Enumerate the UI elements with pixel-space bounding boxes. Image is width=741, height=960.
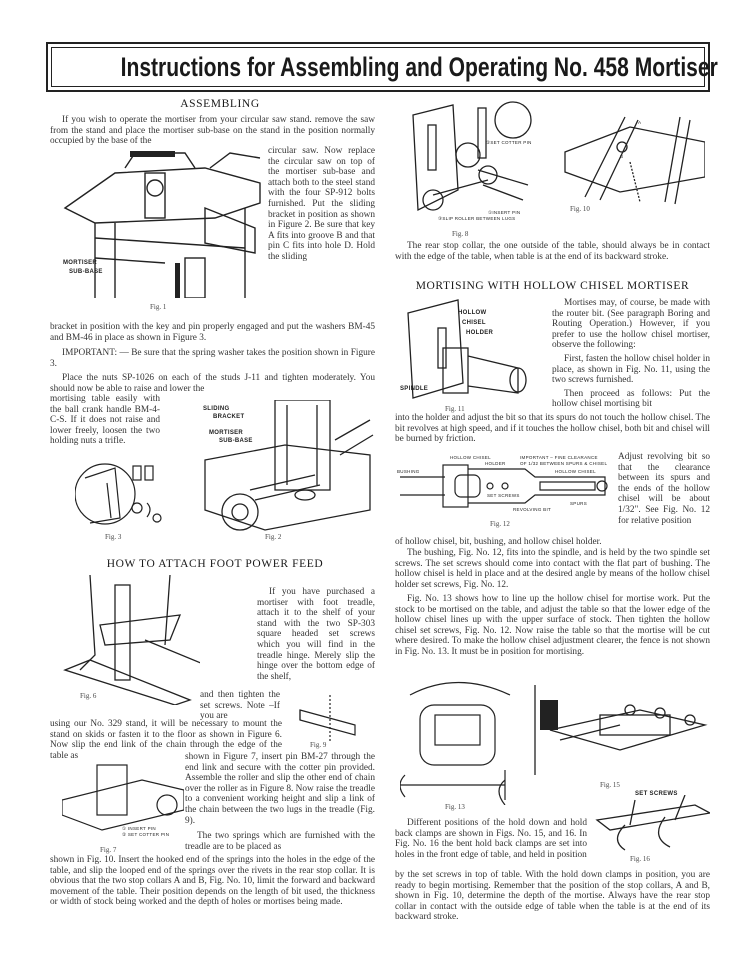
figure-11 <box>398 298 538 403</box>
fig11-label-holder: HOLDER <box>466 330 494 336</box>
foot-feed-p1-wide: using our No. 329 stand, it will be necessary to mount the stand on skids or fasten it to the floor as shown in Figure 6. Now slip the end link of the chain through the edge of the table as <box>50 719 282 761</box>
foot-feed-p1-mid: and then tighten the set screws. Note –If you are <box>200 690 280 722</box>
fig2-label-sliding: SLIDING <box>203 406 230 412</box>
fig12-label-revolving-bit: REVOLVING BIT <box>513 507 552 512</box>
assembling-p1-narrow: circular saw. Now replace the circular saw on top of the mortiser sub-base and attach both to the steel stand with the four SP-912 bolts furnished. Put the sliding bracket in position as shown in Figure 2. Be sure that key A fits into groove B and that pin C fits into hole D. Hold the sliding <box>268 146 375 262</box>
fig16-label-set-screws: SET SCREWS <box>635 791 678 797</box>
fig3-caption: Fig. 3 <box>105 533 122 541</box>
fig11-label-chisel: CHISEL <box>462 320 486 326</box>
assembling-p1: If you wish to operate the mortiser from your circular saw stand. remove the saw from the stand and place the mortiser sub-base on the stand in the position normally occupied by the base of the <box>50 115 375 147</box>
figure-13 <box>400 675 515 805</box>
fig7-label-cotter-pin: ② SET COTTER PIN <box>122 832 170 837</box>
hold-down-clamps-illustration <box>530 680 710 780</box>
figure-1 <box>55 148 265 298</box>
foot-feed-p2-right: The two springs which are furnished with the treadle are to be placed as <box>185 831 375 852</box>
mortiser-on-stand-illustration <box>55 148 265 298</box>
title-box <box>46 42 718 92</box>
fig11-label-hollow: HOLLOW <box>458 310 487 316</box>
fig8-label-roller: ③SLIP ROLLER BETWEEN LUGS <box>438 216 516 221</box>
figure-10 <box>560 112 705 212</box>
figure-9 <box>295 695 370 743</box>
fig2-caption: Fig. 2 <box>265 533 282 541</box>
assembling-important: IMPORTANT: — Be sure that the spring washer takes the position shown in Figure 3. <box>50 348 375 369</box>
fig12-label-set-screws: SET SCREWS <box>487 493 520 498</box>
fig15-caption: Fig. 15 <box>600 781 620 789</box>
fig12-label-important: IMPORTANT – FINE CLEARANCE <box>520 455 598 460</box>
fig1-caption: Fig. 1 <box>150 303 167 311</box>
page-title: Instructions for Assembling and Operating No. 458 Mortiser <box>120 52 718 82</box>
fig16-caption: Fig. 16 <box>630 855 650 863</box>
hollow-chisel-p3-end: of hollow chisel, bit, bushing, and hollow chisel holder. <box>395 537 602 547</box>
fig1-label-sub-base: SUB-BASE <box>69 269 103 275</box>
figure-16 <box>595 791 710 857</box>
foot-feed-p3: The rear stop collar, the one outside of the table, should always be in contact with the edge of the table, when table is at the end of its backward stroke. <box>395 241 710 262</box>
fig12-label-clearance: OF 1/32 BETWEEN SPURS & CHISEL <box>520 461 608 466</box>
hollow-chisel-p5: Fig. No. 13 shows how to line up the hollow chisel for mortise work. Put the stock to be mortised on the table, and adjust the table so that the lower edge of the hollow chisel lines up with the upper surface of stock. Then tighten the hollow chisel set screws, Fig. No. 12. Now raise the table so that the mortise will be cut where desired. To make the hollow chisel adjustment clearer, the fence is not shown in Fig. No. 13. It must be in position for mortising. <box>395 594 710 657</box>
hold-back-clamps-illustration <box>595 795 710 857</box>
treadle-lugs-chain-illustration <box>295 695 370 743</box>
fig7-label-insert-pin: ① INSERT PIN <box>122 826 156 831</box>
fig12-label-spurs: SPURS <box>570 501 588 506</box>
figure-8 <box>398 100 540 228</box>
heading-foot-power-feed: HOW TO ATTACH FOOT POWER FEED <box>106 558 324 570</box>
assembling-p1-end: bracket in position with the key and pin properly engaged and put the washers BM-45 and BM-46 in place as shown in Figure 3. <box>50 322 375 343</box>
figure-6 <box>60 575 200 705</box>
figure-12 <box>395 455 615 530</box>
figure-2 <box>195 400 375 535</box>
fig12-label-holder-top: HOLLOW CHISEL <box>450 455 491 460</box>
roller-between-lugs-illustration <box>398 100 540 228</box>
fig7-caption: Fig. 7 <box>100 846 117 854</box>
foot-treadle-stand-illustration <box>60 575 200 705</box>
fig12-caption: Fig. 12 <box>490 520 510 528</box>
fig1-label-mortiser: MORTISER <box>63 260 98 266</box>
fig13-caption: Fig. 13 <box>445 803 465 811</box>
fig10-label-b: B <box>620 154 624 159</box>
heading-assembling: ASSEMBLING <box>180 98 260 110</box>
fig8-label-insert-pin: ①INSERT PIN <box>488 210 521 215</box>
fig10-label-a: A <box>638 120 642 125</box>
fig8-caption: Fig. 8 <box>452 230 469 238</box>
fig11-caption: Fig. 11 <box>445 405 465 413</box>
hollow-chisel-p6-wide: by the set screws in top of table. With the hold down clamps in position, you are ready to begin mortising. Remember that the position of the stop collars, A and B, shown in Fig. 10, determine the depth of the mortise. Always have the rear stop collar in contact with the outside edge of table when the table is at the end of its backward stroke. <box>395 870 710 923</box>
foot-feed-p1-right: shown in Figure 7, insert pin BM-27 through the end link and secure with the cotter pin provided. Assemble the roller and slip the other end of chain over the roller as in Figure 8. Now raise the treadle to a convenient working height and slip a link of the chain between the two lugs in the treadle (Fig. 9). <box>185 752 375 826</box>
fig2-label-bracket: BRACKET <box>213 414 245 420</box>
sliding-bracket-illustration <box>195 400 375 535</box>
fig2-label-mortiser: MORTISER <box>209 430 244 436</box>
hollow-chisel-p3-right: Adjust revolving bit so that the clearance between its spurs and the ends of the hollow chisel will be about 1/32". See Fig. No. 12 for relative position <box>618 452 710 526</box>
fig12-label-hollow-chisel: HOLLOW CHISEL <box>555 469 596 474</box>
fig10-caption: Fig. 10 <box>570 205 590 213</box>
stop-collars-springs-illustration <box>560 112 705 212</box>
foot-feed-p2-end: shown in Fig. 10. Insert the hooked end of the springs into the holes in the edge of the table, and slip the looped end of the springs over the rivets in the rear stop collar. It is obvious that the two stop collars A and B, Fig. No. 10, limit the forward and backward movement of the table. Their position depends on the length of bit used, the thickness or width of stock being worked and the depth of holes or mortises being made. <box>50 855 375 908</box>
hollow-chisel-p3-wide: into the holder and adjust the bit so that its spurs do not touch the hollow chisel. The bit revolves at high speed, and if it touches the hollow chisel, both bit and chisel will be burned by friction. <box>395 413 711 445</box>
assembling-p3-narrow: mortising table easily with the ball crank handle BM-4-C-S. If it does not raise and lower freely, loosen the two holding nuts a trifle. <box>50 394 160 447</box>
assembling-p3: Place the nuts SP-1026 on each of the studs J-11 and tighten moderately. You should now be able to raise and lower the <box>50 373 375 394</box>
fig12-label-holder: HOLDER <box>485 461 506 466</box>
fig9-caption: Fig. 9 <box>310 741 327 749</box>
chisel-alignment-front-view-illustration <box>400 675 515 805</box>
hollow-chisel-p4: The bushing, Fig. No. 12, fits into the spindle, and is held by the two spindle set screws. The set screws should come into contact with the flat part of bushing. The hollow chisel is held in place and at the desired angle by means of the hollow chisel holder set screws, Fig. No. 12. <box>395 548 710 590</box>
figure-7 <box>62 760 184 845</box>
figure-3 <box>75 458 165 530</box>
hollow-chisel-p1: Mortises may, of course, be made with the router bit. (See paragraph Boring and Routing Operation.) However, if you prefer to use the hollow chisel mortiser, observe the following: First, fasten the hollow chisel holder in place, as shown in Fig. No. 11, using the two screws furnished. Then proceed as follows: Put the hollow chisel mortising bit <box>552 298 710 410</box>
figure-15 <box>530 680 710 780</box>
heading-hollow-chisel: MORTISING WITH HOLLOW CHISEL MORTISER <box>415 280 690 292</box>
spring-washer-detail-illustration <box>75 458 165 530</box>
hollow-chisel-p6-narrow: Different positions of the hold down and hold back clamps are shown in Figs. No. 15, and 16. In Fig. No. 16 the bent hold back clamps are set into holes in the front edge of table, and held in position <box>395 818 587 860</box>
fig12-label-bushing: BUSHING <box>397 469 420 474</box>
fig6-caption: Fig. 6 <box>80 692 97 700</box>
fig2-label-sub-base: SUB-BASE <box>219 438 253 444</box>
foot-feed-p1-narrow: If you have purchased a mortiser with foot treadle, attach it to the shelf of your stand with the two SP-303 square headed set screws which you will find in the treadle hinge. Merely slip the hinge over the bottom edge of the shelf, <box>257 587 375 682</box>
fig8-label-cotter: ②SET COTTER PIN <box>486 140 532 145</box>
fig11-label-spindle: SPINDLE <box>400 386 429 392</box>
